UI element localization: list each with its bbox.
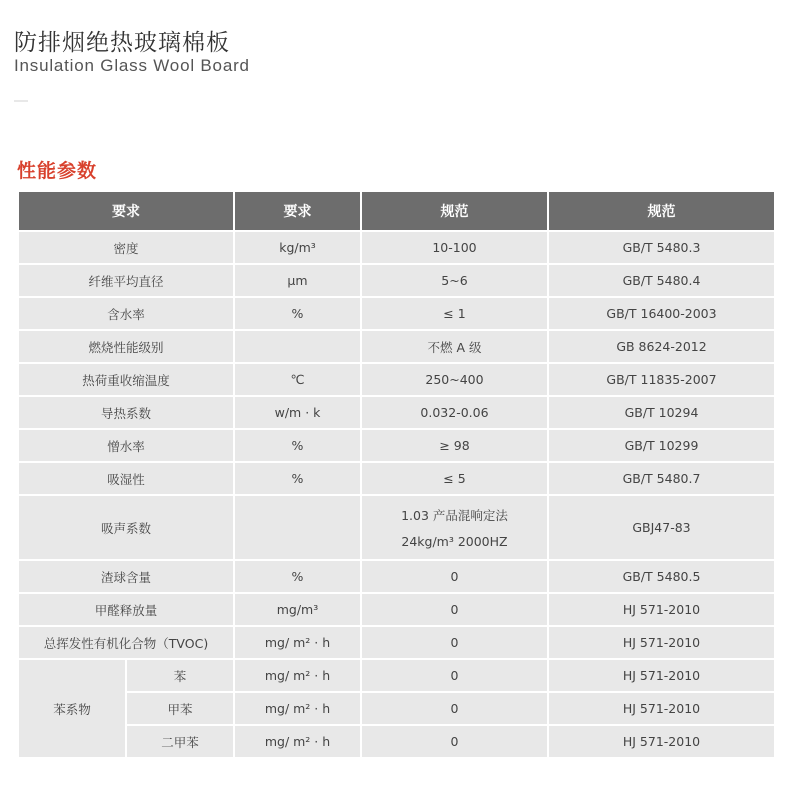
table-row — [19, 232, 774, 263]
cell-standard: GB/T 5480.4 — [549, 265, 774, 296]
cell-value: ≤ 1 — [362, 298, 547, 329]
table-row — [19, 430, 774, 461]
table-row — [19, 660, 774, 691]
cell-standard: GB/T 5480.5 — [549, 561, 774, 592]
table-row — [19, 693, 774, 724]
table-row — [19, 561, 774, 592]
cell-unit: % — [235, 298, 360, 329]
header-standard: 规范 — [549, 192, 774, 230]
cell-unit: μm — [235, 265, 360, 296]
cell-standard: HJ 571-2010 — [549, 693, 774, 724]
cell-unit: kg/m³ — [235, 232, 360, 263]
table-row — [19, 265, 774, 296]
cell-unit: mg/ m² · h — [235, 627, 360, 658]
cell-value: 0 — [362, 726, 547, 757]
table-header-row — [19, 192, 774, 230]
cell-unit: ℃ — [235, 364, 360, 395]
cell-unit: mg/m³ — [235, 594, 360, 625]
header-unit: 要求 — [235, 192, 360, 230]
cell-item: 纤维平均直径 — [19, 265, 233, 296]
specs-table — [17, 190, 776, 759]
cell-unit: mg/ m² · h — [235, 726, 360, 757]
cell-value: 250~400 — [362, 364, 547, 395]
cell-standard: GB 8624-2012 — [549, 331, 774, 362]
cell-value-line1: 1.03 产品混响定法 — [401, 508, 508, 523]
cell-value: 5~6 — [362, 265, 547, 296]
table-row — [19, 298, 774, 329]
cell-item: 渣球含量 — [19, 561, 233, 592]
cell-value: 0 — [362, 693, 547, 724]
cell-unit: w/m · k — [235, 397, 360, 428]
table-row — [19, 331, 774, 362]
cell-value: 0 — [362, 594, 547, 625]
cell-unit — [235, 331, 360, 362]
table-row — [19, 627, 774, 658]
cell-standard: HJ 571-2010 — [549, 627, 774, 658]
cell-value — [362, 496, 547, 559]
cell-subitem: 苯 — [127, 660, 233, 691]
cell-unit — [235, 496, 360, 559]
cell-standard: HJ 571-2010 — [549, 660, 774, 691]
cell-value: ≤ 5 — [362, 463, 547, 494]
cell-standard: GB/T 11835-2007 — [549, 364, 774, 395]
cell-unit: mg/ m² · h — [235, 660, 360, 691]
cell-item: 总挥发性有机化合物（TVOC) — [19, 627, 233, 658]
table-row — [19, 496, 774, 559]
cell-unit: % — [235, 561, 360, 592]
cell-item: 热荷重收缩温度 — [19, 364, 233, 395]
page-subtitle: Insulation Glass Wool Board — [14, 56, 250, 75]
cell-value-line2: 24kg/m³ 2000HZ — [401, 534, 508, 549]
cell-item: 甲醛释放量 — [19, 594, 233, 625]
cell-unit: mg/ m² · h — [235, 693, 360, 724]
cell-value: 不燃 A 级 — [362, 331, 547, 362]
cell-item: 燃烧性能级别 — [19, 331, 233, 362]
cell-item: 含水率 — [19, 298, 233, 329]
cell-standard: GB/T 16400-2003 — [549, 298, 774, 329]
cell-standard: HJ 571-2010 — [549, 726, 774, 757]
cell-standard: GB/T 10299 — [549, 430, 774, 461]
section-title: 性能参数 — [17, 160, 98, 182]
cell-item: 憎水率 — [19, 430, 233, 461]
table-row — [19, 364, 774, 395]
cell-subitem: 二甲苯 — [127, 726, 233, 757]
cell-standard: HJ 571-2010 — [549, 594, 774, 625]
cell-value: 0 — [362, 660, 547, 691]
cell-standard: GBJ47-83 — [549, 496, 774, 559]
cell-unit: % — [235, 463, 360, 494]
cell-unit: % — [235, 430, 360, 461]
cell-item: 吸声系数 — [19, 496, 233, 559]
cell-value: 0.032-0.06 — [362, 397, 547, 428]
group-label: 苯系物 — [19, 660, 125, 757]
divider — [14, 100, 28, 102]
header-value: 规范 — [362, 192, 547, 230]
cell-value: 0 — [362, 627, 547, 658]
cell-standard: GB/T 5480.3 — [549, 232, 774, 263]
table-row — [19, 594, 774, 625]
cell-standard: GB/T 10294 — [549, 397, 774, 428]
table-row — [19, 463, 774, 494]
cell-item: 密度 — [19, 232, 233, 263]
cell-value: 0 — [362, 561, 547, 592]
cell-value: ≥ 98 — [362, 430, 547, 461]
cell-item: 导热系数 — [19, 397, 233, 428]
cell-standard: GB/T 5480.7 — [549, 463, 774, 494]
table-row — [19, 726, 774, 757]
cell-value: 10-100 — [362, 232, 547, 263]
header-item: 要求 — [19, 192, 233, 230]
cell-item: 吸湿性 — [19, 463, 233, 494]
page-title: 防排烟绝热玻璃棉板 — [14, 30, 230, 56]
table-row — [19, 397, 774, 428]
cell-subitem: 甲苯 — [127, 693, 233, 724]
